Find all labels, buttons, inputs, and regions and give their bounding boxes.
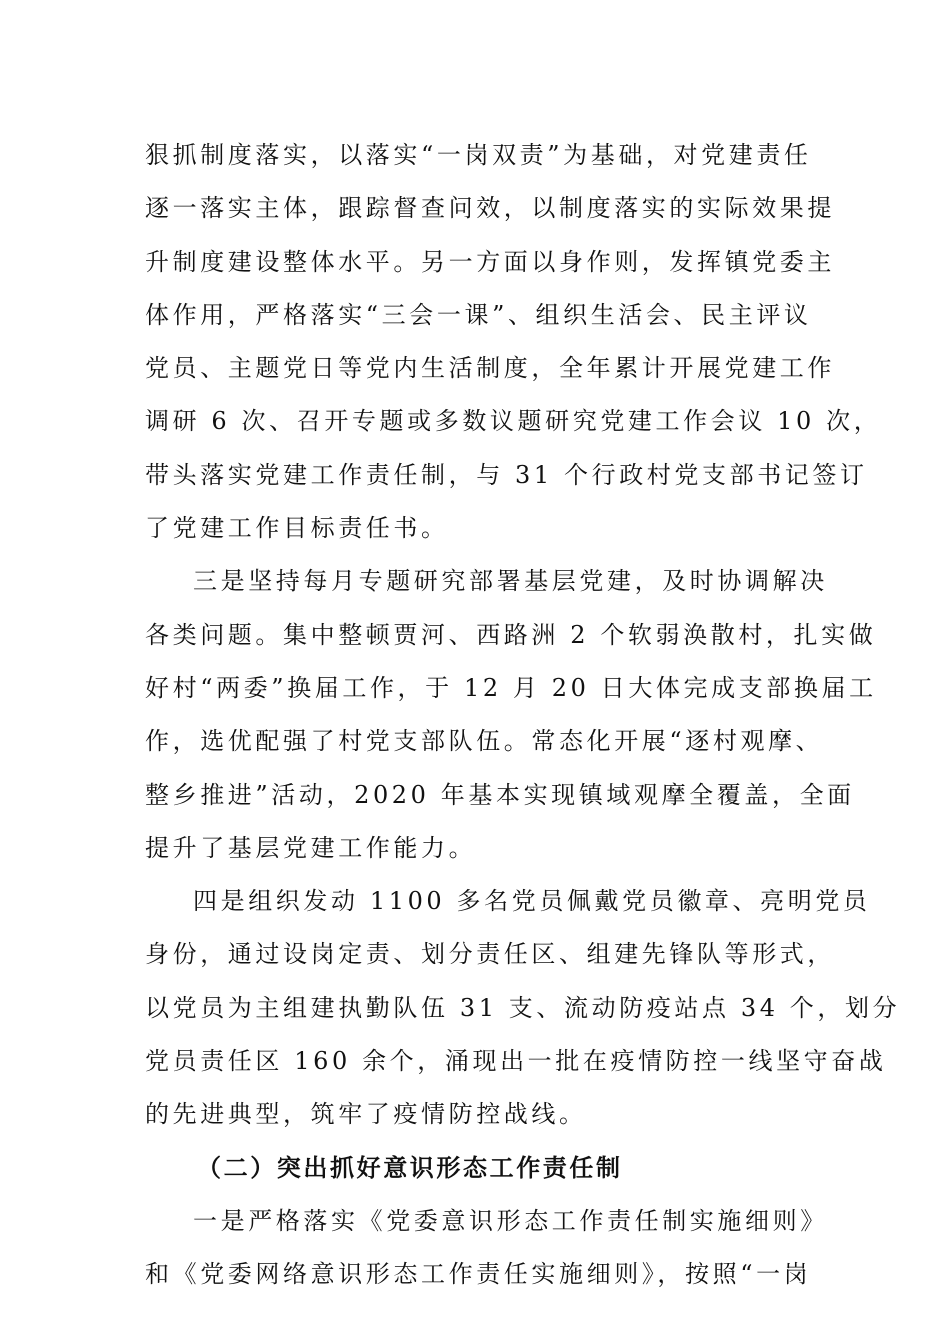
body-line: 升制度建设整体水平。另一方面以身作则，发挥镇党委主 xyxy=(145,247,835,276)
paragraph-first-line: 一是严格落实《党委意识形态工作责任制实施细则》 xyxy=(193,1206,828,1235)
body-line: 调研 6 次、召开专题或多数议题研究党建工作会议 10 次， xyxy=(145,407,882,436)
paragraph-first-line: 四是组织发动 1100 多名党员佩戴党员徽章、亮明党员 xyxy=(193,887,871,916)
body-line: 提升了基层党建工作能力。 xyxy=(145,833,477,862)
body-line: 各类问题。集中整顿贾河、西路洲 2 个软弱涣散村，扎实做 xyxy=(145,620,877,649)
body-line: 好村“两委”换届工作，于 12 月 20 日大体完成支部换届工 xyxy=(145,673,877,702)
body-line: 党员、主题党日等党内生活制度，全年累计开展党建工作 xyxy=(145,354,835,383)
section-heading: （二）突出抓好意识形态工作责任制 xyxy=(197,1153,623,1182)
body-line: 带头落实党建工作责任制，与 31 个行政村党支部书记签订 xyxy=(145,460,868,489)
body-line: 了党建工作目标责任书。 xyxy=(145,514,449,543)
body-line: 体作用，严格落实“三会一课”、组织生活会、民主评议 xyxy=(145,300,812,329)
body-line: 和《党委网络意识形态工作责任实施细则》，按照“一岗 xyxy=(145,1260,812,1289)
paragraph-first-line: 三是坚持每月专题研究部署基层党建，及时协调解决 xyxy=(193,567,828,596)
body-line: 党员责任区 160 余个，涌现出一批在疫情防控一线坚守奋战 xyxy=(145,1047,887,1076)
body-line: 逐一落实主体，跟踪督查问效，以制度落实的实际效果提 xyxy=(145,194,835,223)
body-line: 狠抓制度落实，以落实“一岗双责”为基础，对党建责任 xyxy=(145,141,812,169)
body-line: 作，选优配强了村党支部队伍。常态化开展“逐村观摩、 xyxy=(145,727,824,756)
body-line: 的先进典型，筑牢了疫情防控战线。 xyxy=(145,1100,587,1129)
body-line: 整乡推进”活动，2020 年基本实现镇域观摩全覆盖，全面 xyxy=(145,780,855,809)
body-line: 身份，通过设岗定责、划分责任区、组建先锋队等形式， xyxy=(145,940,835,969)
document-body xyxy=(145,129,901,1302)
body-line: 以党员为主组建执勤队伍 31 支、流动防疫站点 34 个，划分 xyxy=(145,993,901,1022)
